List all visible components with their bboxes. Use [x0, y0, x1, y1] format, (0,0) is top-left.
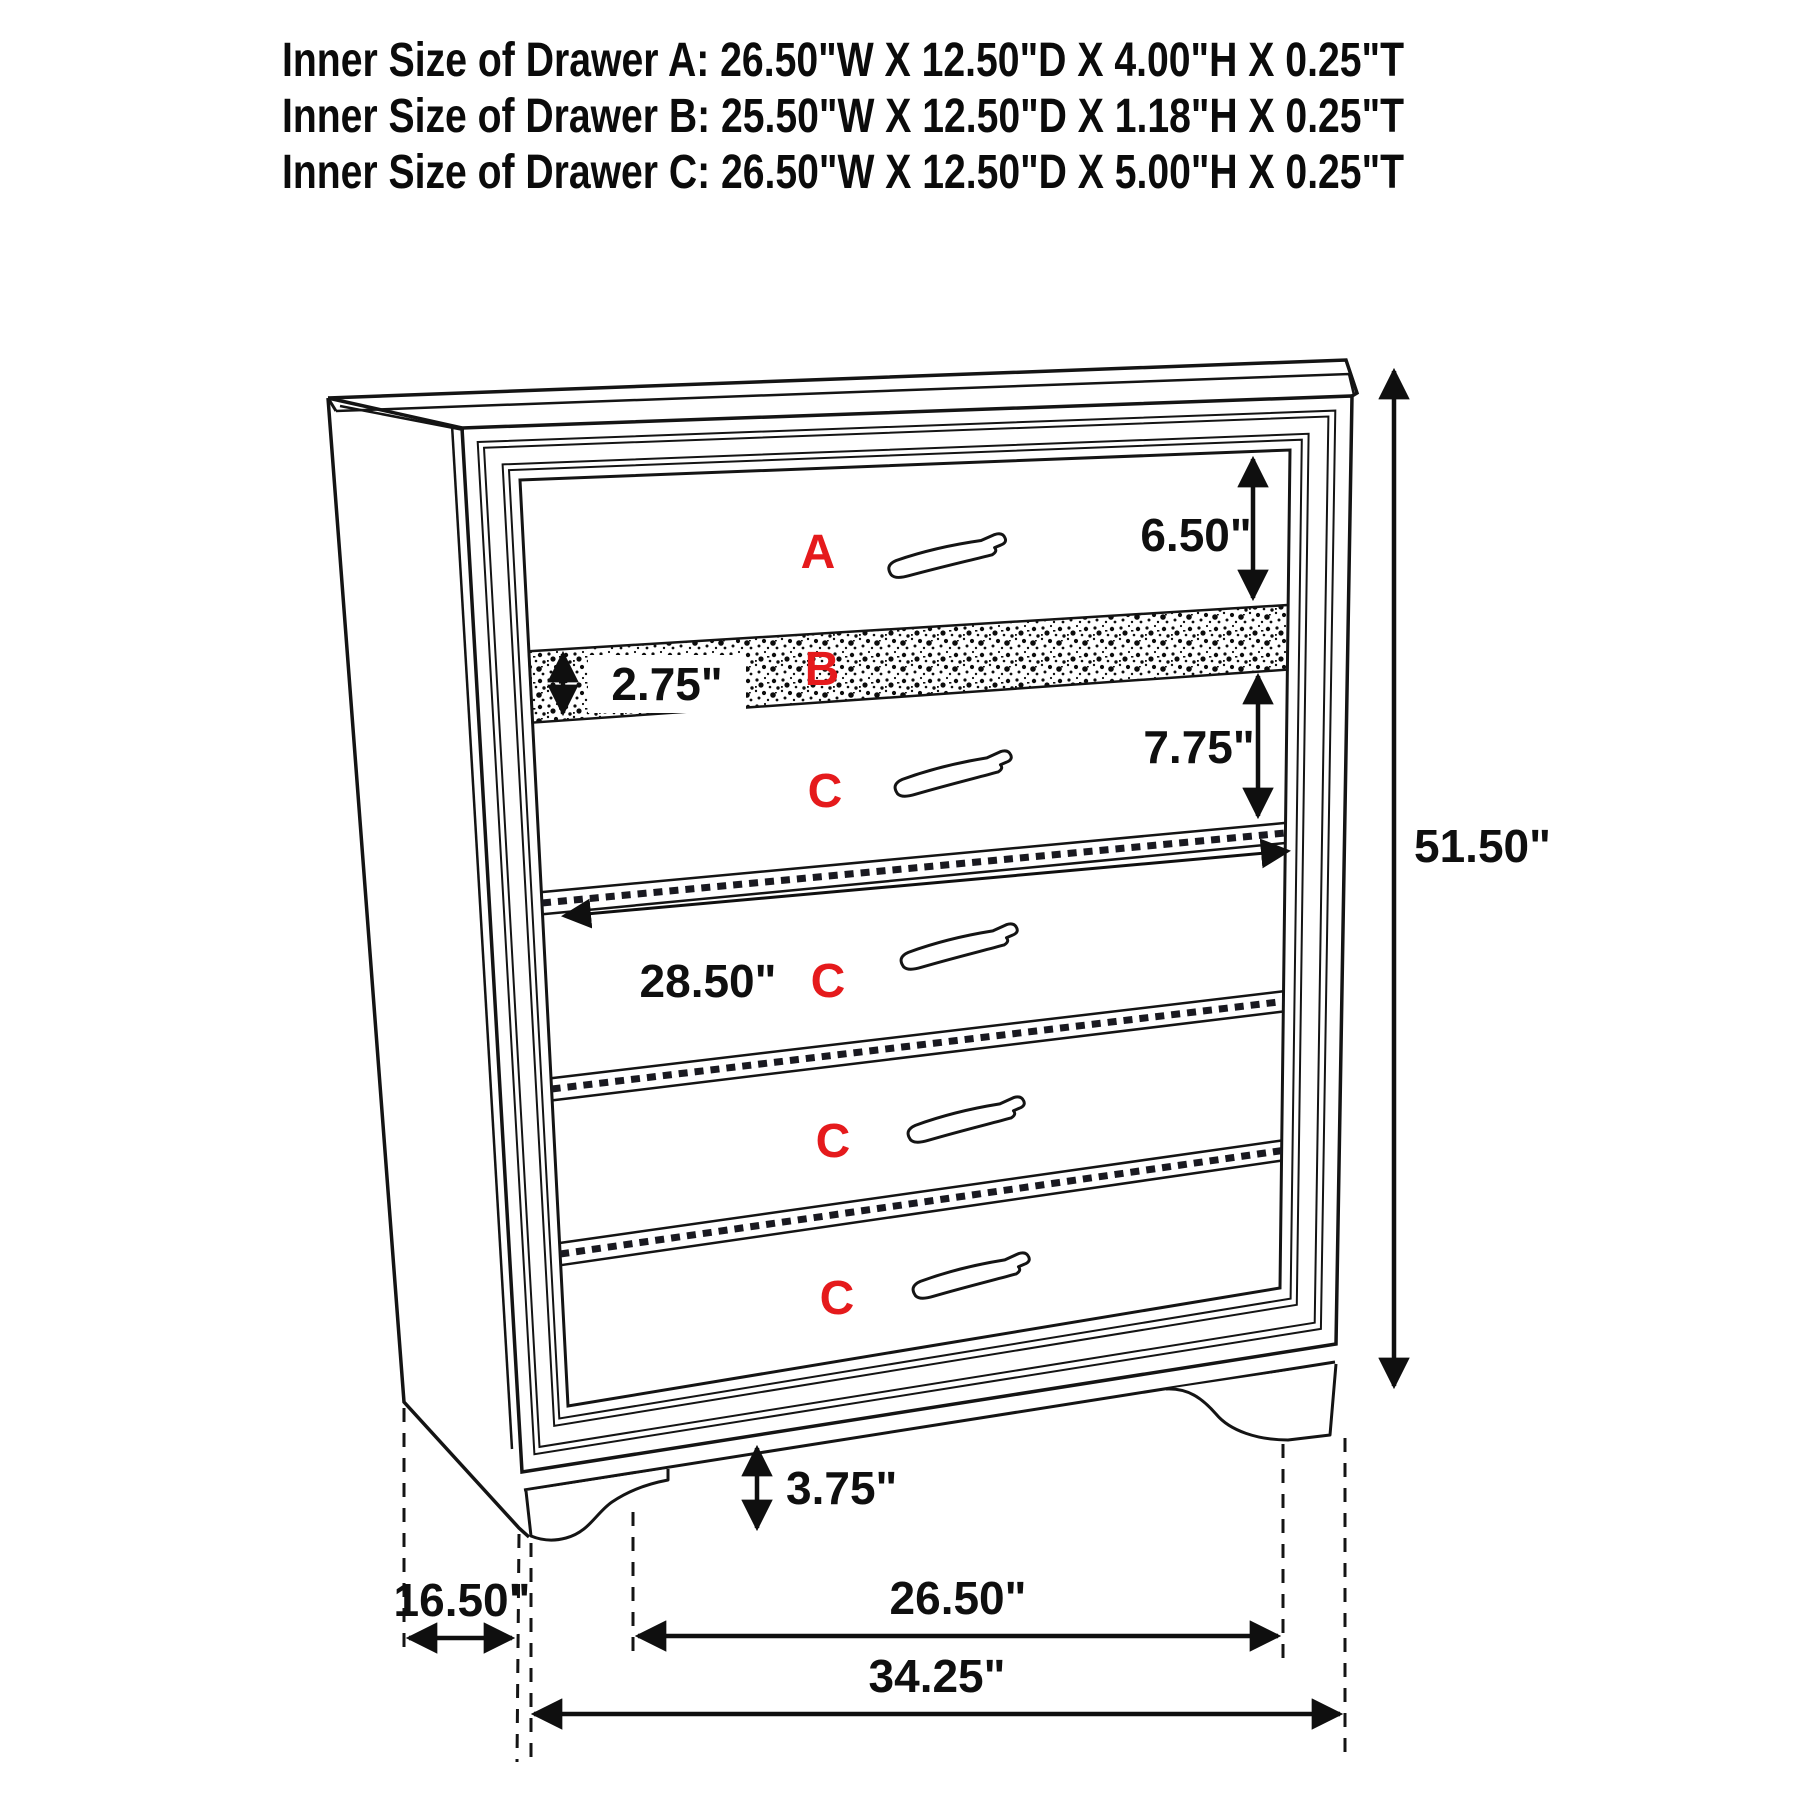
- dimension-drawer-a-height-label: 6.50": [1140, 509, 1252, 561]
- inner-size-drawer-a-text: Inner Size of Drawer A: 26.50"W X 12.50"D X 4.00"H X 0.25"T: [282, 34, 1404, 87]
- drawer-c3-handle: [906, 1096, 1027, 1143]
- dimension-drawer-a-height: [1140, 459, 1253, 598]
- drawer-c1-handle: [893, 750, 1014, 797]
- cabinet-top: [328, 360, 1357, 430]
- dimension-overall-height-label: 51.50": [1414, 820, 1551, 872]
- dimension-overall-height: [1394, 371, 1551, 1386]
- drawer-c2-label: C: [810, 955, 846, 1008]
- dimension-side-depth: [394, 1574, 531, 1638]
- drawer-c1-label: C: [807, 765, 843, 818]
- dimension-front-leg-span-label: 26.50": [889, 1572, 1027, 1624]
- dimension-drawer-b-height-label: 2.75": [611, 658, 723, 710]
- dimension-drawer-inner-width-label: 28.50": [639, 955, 777, 1007]
- cabinet-left-side-panel: [328, 398, 529, 1537]
- dimension-overall-width: [534, 1650, 1340, 1714]
- dimension-foot-height-label: 3.75": [786, 1462, 898, 1514]
- drawer-c4-label: C: [819, 1272, 855, 1325]
- inner-size-drawer-b-text: Inner Size of Drawer B: 25.50"W X 12.50"D X 1.18"H X 0.25"T: [282, 90, 1404, 143]
- drawer-c3-label: C: [815, 1115, 851, 1168]
- dimension-drawer-b-height: [563, 654, 746, 713]
- drawer-b-label: B: [804, 643, 840, 696]
- drawer-c4-handle: [911, 1252, 1032, 1299]
- drawer-c2-handle: [899, 923, 1020, 970]
- dimension-front-leg-span: [638, 1572, 1278, 1636]
- dimension-overall-width-label: 34.25": [868, 1650, 1006, 1702]
- dimension-foot-height: [757, 1448, 897, 1528]
- dimension-drawer-inner-width: [564, 851, 1288, 1007]
- dimension-drawer-c-height: [1143, 676, 1258, 816]
- header-text-block: [282, 34, 1404, 199]
- drawer-a-label: A: [800, 526, 836, 579]
- dimension-drawer-c-height-label: 7.75": [1143, 721, 1255, 773]
- inner-size-drawer-c-text: Inner Size of Drawer C: 26.50"W X 12.50"D X 5.00"H X 0.25"T: [282, 146, 1404, 199]
- drawer-a-handle: [887, 533, 1008, 578]
- dimension-side-depth-label: 16.50": [393, 1574, 531, 1626]
